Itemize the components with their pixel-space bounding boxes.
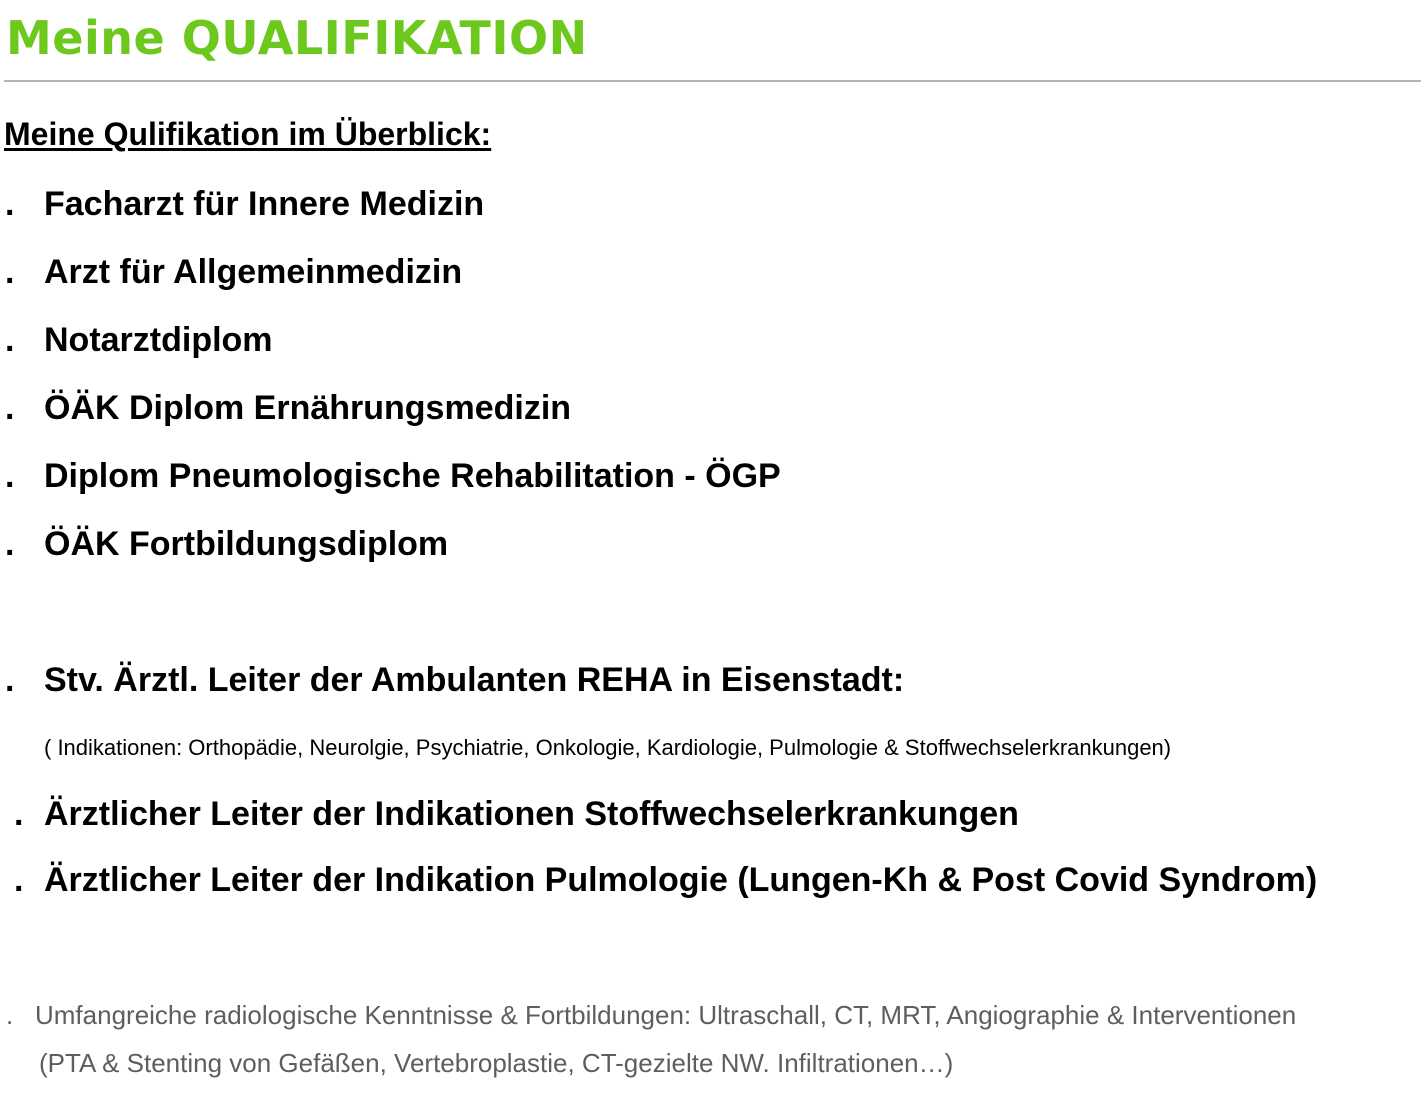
bullet-marker: . — [5, 321, 15, 359]
bullet-marker: . — [5, 389, 15, 427]
role-stoffwechsel: Ärztlicher Leiter der Indikationen Stoffwechselerkrankungen — [44, 795, 1019, 833]
bullet-marker: . — [5, 457, 15, 495]
role-pulmologie: Ärztlicher Leiter der Indikation Pulmologie (Lungen-Kh & Post Covid Syndrom) — [44, 861, 1318, 899]
radiology-line-2: (PTA & Stenting von Gefäßen, Vertebroplastie, CT-gezielte NW. Infiltrationen…) — [39, 1048, 954, 1078]
bullet-marker: . — [14, 795, 24, 833]
qualification-allgemeinmedizin: Arzt für Allgemeinmedizin — [44, 253, 463, 291]
page-title: Meine QUALIFIKATION — [6, 11, 588, 65]
bullet-marker: . — [5, 661, 15, 699]
indications-note: ( Indikationen: Orthopädie, Neurolgie, Psychiatrie, Onkologie, Kardiologie, Pulmologie & Stoffwechselerkrankungen) — [44, 735, 1172, 760]
qualification-fortbildung: ÖÄK Fortbildungsdiplom — [44, 525, 449, 563]
qualification-notarzt: Notarztdiplom — [44, 321, 273, 359]
bullet-marker: . — [5, 185, 15, 223]
radiology-line-1: Umfangreiche radiologische Kenntnisse & Fortbildungen: Ultraschall, CT, MRT, Angiographie & Interventionen — [35, 1000, 1297, 1030]
bullet-marker: . — [5, 253, 15, 291]
qualification-pneumologie: Diplom Pneumologische Rehabilitation - ÖGP — [44, 457, 781, 495]
bullet-marker: . — [14, 861, 24, 899]
title-divider — [4, 80, 1421, 82]
reha-leader-title: Stv. Ärztl. Leiter der Ambulanten REHA in Eisenstadt: — [44, 661, 905, 699]
qualification-facharzt: Facharzt für Innere Medizin — [44, 185, 485, 223]
bullet-marker: . — [5, 525, 15, 563]
overview-heading: Meine Qulifikation im Überblick: — [4, 116, 492, 152]
qualification-ernaehrungsmedizin: ÖÄK Diplom Ernährungsmedizin — [44, 389, 572, 427]
bullet-marker: . — [6, 1000, 14, 1030]
